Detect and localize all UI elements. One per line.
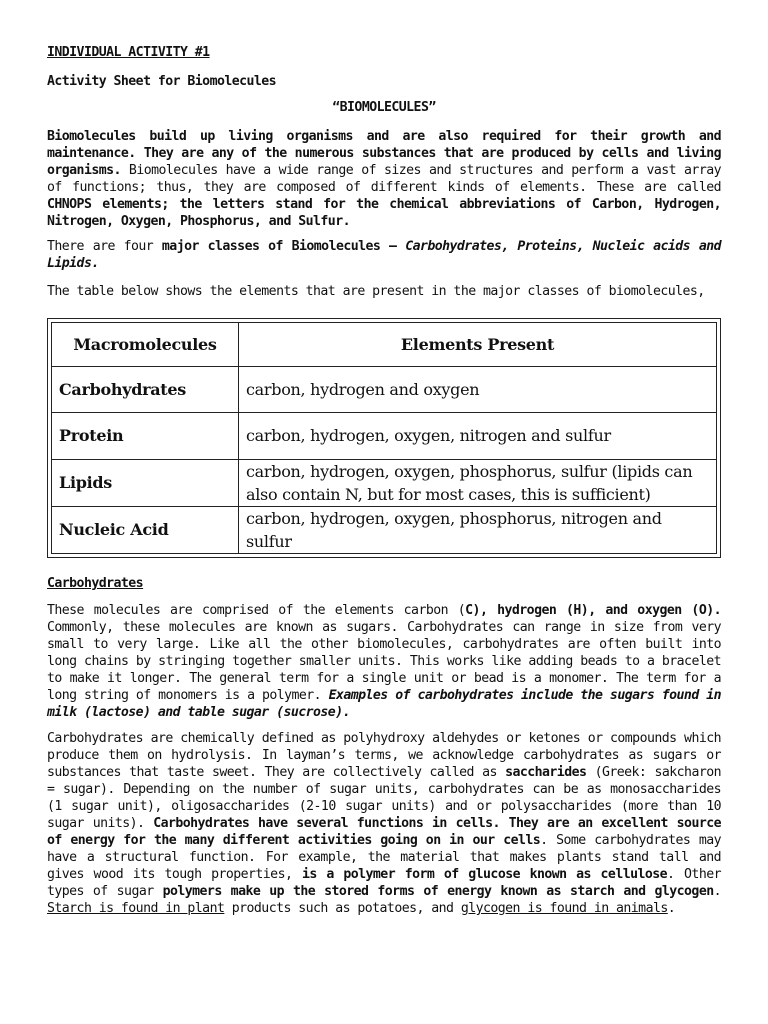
table-cell-elements: carbon, hydrogen and oxygen	[239, 367, 717, 413]
table-header-elements: Elements Present	[239, 323, 717, 367]
table-row	[52, 413, 717, 459]
table-intro-paragraph: The table below shows the elements that are present in the major classes of biomolecules,	[47, 284, 705, 299]
carb-p2-text-k: products such as potatoes, and	[224, 901, 461, 916]
table-cell-name: Carbohydrates	[52, 367, 239, 413]
table-row	[52, 459, 717, 506]
carb-p2-text-a: Carbohydrates are chemically defined as polyhydroxy aldehydes or ketones or compounds which produce them on hydrolysis. In layman’s terms, we acknowledge carbohydrates as sugars or substances that taste sweet. They are collectively called as	[47, 731, 721, 780]
table-cell-name: Protein	[52, 413, 239, 459]
activity-heading: INDIVIDUAL ACTIVITY #1	[47, 45, 210, 60]
table-header-row	[52, 323, 717, 367]
carb-p2-functions: Carbohydrates have several functions in cells. They are an excellent source of energy for the many different activities going on in our cells	[47, 816, 721, 848]
intro-bold-1: Biomolecules build up living organisms and are also required for their growth and maintenance. They are any of the numerous substances that are produced by cells and living organisms.	[47, 129, 721, 178]
carb-p1-elements: C), hydrogen (H), and oxygen (O).	[465, 603, 721, 618]
document-title: “BIOMOLECULES”	[332, 100, 436, 115]
carbohydrates-heading: Carbohydrates	[47, 576, 144, 591]
carb-p1-text-a: These molecules are comprised of the elements carbon (	[47, 603, 466, 618]
intro-paragraph	[47, 128, 721, 230]
table-row	[52, 367, 717, 413]
intro-normal-1: Biomolecules have a wide range of sizes and structures and perform a vast array of functions; thus, they are composed of different kinds of elements. These are called	[47, 163, 721, 195]
table-header-macromolecules: Macromolecules	[52, 323, 239, 367]
carb-p2-cellulose: is a polymer form of glucose known as cellulose	[301, 867, 668, 882]
carb-p2-text-e: . Some carbohydrates may have a structural function. For example, the material that makes plants stand tall and gives wood its tough properties,	[47, 833, 721, 882]
carbohydrates-paragraph-2	[47, 730, 721, 917]
classes-bold: major classes of Biomolecules –	[161, 239, 406, 254]
carb-p2-starch-plant: Starch is found in plant	[47, 901, 225, 916]
carb-p2-text-i: .	[713, 884, 721, 899]
table-cell-name: Nucleic Acid	[52, 506, 239, 553]
carb-p2-starch-glycogen: polymers make up the stored forms of energy known as starch and glycogen	[162, 884, 714, 899]
activity-subtitle: Activity Sheet for Biomolecules	[47, 74, 277, 89]
carb-p2-text-c: (Greek: sakcharon = sugar). Depending on the number of sugar units, carbohydrates can be as monosaccharides (1 sugar unit), oligosaccharides (2-10 sugar units) and or polysaccharides (more than 10 sugar units).	[47, 765, 722, 831]
carb-p1-text-c: Commonly, these molecules are known as sugars. Carbohydrates can range in size from very small to very large. Like all the other biomolecules, carbohydrates are often built into long chains by stringing together smaller units. This works like adding beads to a bracelet to make it longer. The general term for a single unit or bead is a monomer. The term for a long string of monomers is a polymer.	[47, 620, 721, 703]
table-cell-elements: carbon, hydrogen, oxygen, phosphorus, nitrogen and sulfur	[239, 506, 717, 553]
carb-p2-glycogen-animals: glycogen is found in animals	[460, 901, 668, 916]
classes-list: Carbohydrates, Proteins, Nucleic acids and Lipids.	[47, 239, 721, 271]
table-cell-name: Lipids	[52, 459, 239, 506]
table-cell-elements: carbon, hydrogen, oxygen, nitrogen and sulfur	[239, 413, 717, 459]
carb-p2-text-m: .	[667, 901, 676, 916]
carbohydrates-paragraph-1	[47, 602, 721, 721]
carb-p2-text-g: . Other types of sugar	[47, 867, 721, 899]
classes-normal: There are four	[47, 239, 162, 254]
intro-bold-2: CHNOPS elements; the letters stand for the chemical abbreviations of Carbon, Hydrogen, Nitrogen, Oxygen, Phosphorus, and Sulfur.	[47, 197, 721, 229]
macromolecules-table	[51, 322, 717, 554]
carb-p1-examples: Examples of carbohydrates include the sugars found in milk (lactose) and table sugar (sucrose).	[47, 688, 721, 720]
classes-paragraph	[47, 238, 721, 272]
carb-p2-saccharides: saccharides	[505, 765, 587, 780]
macromolecules-table-frame	[47, 318, 721, 558]
table-row	[52, 506, 717, 553]
table-cell-elements: carbon, hydrogen, oxygen, phosphorus, sulfur (lipids can also contain N, but for most cases, this is sufficient)	[239, 459, 717, 506]
